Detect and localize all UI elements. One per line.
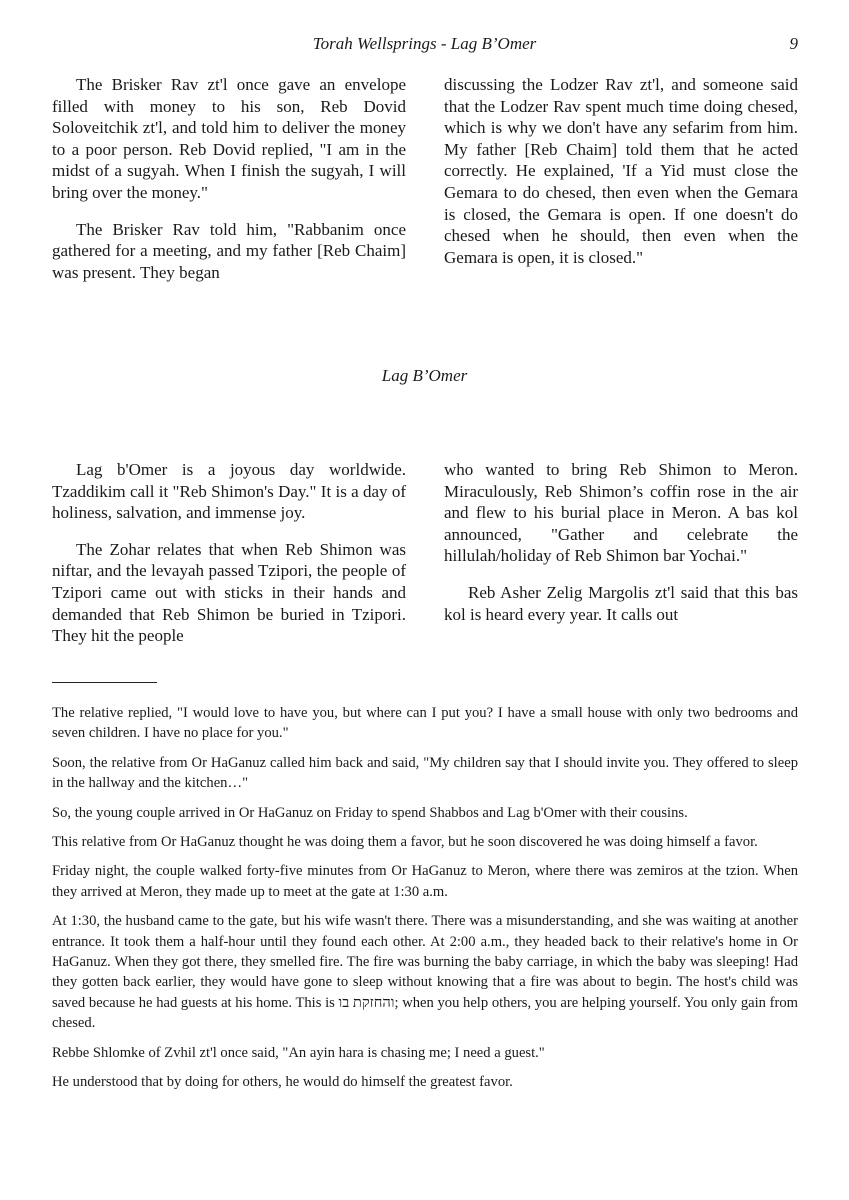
footnote-paragraph: This relative from Or HaGanuz thought he was doing them a favor, but he soon discovered he was doing himself a favor. [52, 834, 758, 851]
section-left-column [52, 459, 406, 662]
paragraph: The Brisker Rav zt'l once gave an envelope filled with money to his son, Reb Dovid Soloveitchik zt'l, and told him to deliver the money to a poor person. Reb Dovid replied, "I am in the midst of a sugyah. When I finish the sugyah, I will bring over the money." [52, 75, 406, 202]
section-right-column [444, 459, 798, 640]
paragraph: The Brisker Rav told him, "Rabbanim once gathered for a meeting, and my father [Reb Chaim] was present. They began [52, 219, 406, 282]
footnotes [52, 703, 798, 1102]
top-right-column [444, 74, 798, 283]
running-header: Torah Wellsprings - Lag B’Omer [312, 34, 537, 53]
footnote-paragraph: Friday night, the couple walked forty-five minutes from Or HaGanuz to Meron, where there was zemiros at the tzion. When they arrived at Meron, they made up to meet at the gate at 1:30 a.m. [52, 863, 798, 900]
footnote-paragraph: The relative replied, "I would love to have you, but where can I put you? I have a small house with only two bedrooms and seven children. I have no place for you." [52, 705, 798, 742]
paragraph: Reb Asher Zelig Margolis zt'l said that this bas kol is heard every year. It calls out [444, 582, 798, 624]
top-left-column [52, 74, 406, 298]
footnote-divider [52, 682, 157, 683]
page-number: 9 [789, 34, 798, 53]
paragraph: Lag b'Omer is a joyous day worldwide. Tzaddikim call it "Reb Shimon's Day." It is a day of holiness, salvation, and immense joy. [52, 460, 406, 523]
footnote-paragraph: At 1:30, the husband came to the gate, but his wife wasn't there. There was a misunderstanding, and she was waiting at another entrance. It took them a half-hour until they found each other. At 2:00 a.m., they headed back to their relative's home in Or HaGanuz. When they got there, they smelled fire. The fire was burning the baby carriage, in which the baby was sleeping! Had they gotten back earlier, they would have gone to sleep without knowing that a fire was about to begin. The host's child was saved because he had guests at his home. This is והחזקת בו; when you help others, you are helping yourself. You only gain from chesed. [52, 913, 798, 1032]
paragraph: who wanted to bring Reb Shimon to Meron. Miraculously, Reb Shimon’s coffin rose in the air and flew to his burial place in Meron. A bas kol announced, "Gather and celebrate the hillulah/holiday of Reb Shimon bar Yochai." [444, 460, 798, 566]
paragraph: discussing the Lodzer Rav zt'l, and someone said that the Lodzer Rav spent much time doing chesed, which is why we don't have any sefarim from him. My father [Reb Chaim] told them that he acted correctly. He explained, 'If a Yid must close the Gemara to do chesed, then even when the Gemara is closed, the Gemara is open. If one doesn't do chesed when he should, then even when the Gemara is open, it is closed." [444, 75, 798, 267]
footnote-paragraph: He understood that by doing for others, he would do himself the greatest favor. [52, 1074, 513, 1091]
paragraph: The Zohar relates that when Reb Shimon was niftar, and the levayah passed Tzipori, the people of Tzipori came out with sticks in their hands and demanded that Reb Shimon be buried in Tzipori. They hit the people [52, 539, 406, 646]
section-title: Lag B’Omer [381, 366, 468, 385]
footnote-paragraph: Rebbe Shlomke of Zvhil zt'l once said, "An ayin hara is chasing me; I need a guest." [52, 1044, 545, 1061]
footnote-paragraph: Soon, the relative from Or HaGanuz called him back and said, "My children say that I should invite you. They offered to sleep in the hallway and the kitchen…" [52, 754, 798, 792]
footnote-paragraph: So, the young couple arrived in Or HaGanuz on Friday to spend Shabbos and Lag b'Omer with their cousins. [52, 804, 688, 821]
